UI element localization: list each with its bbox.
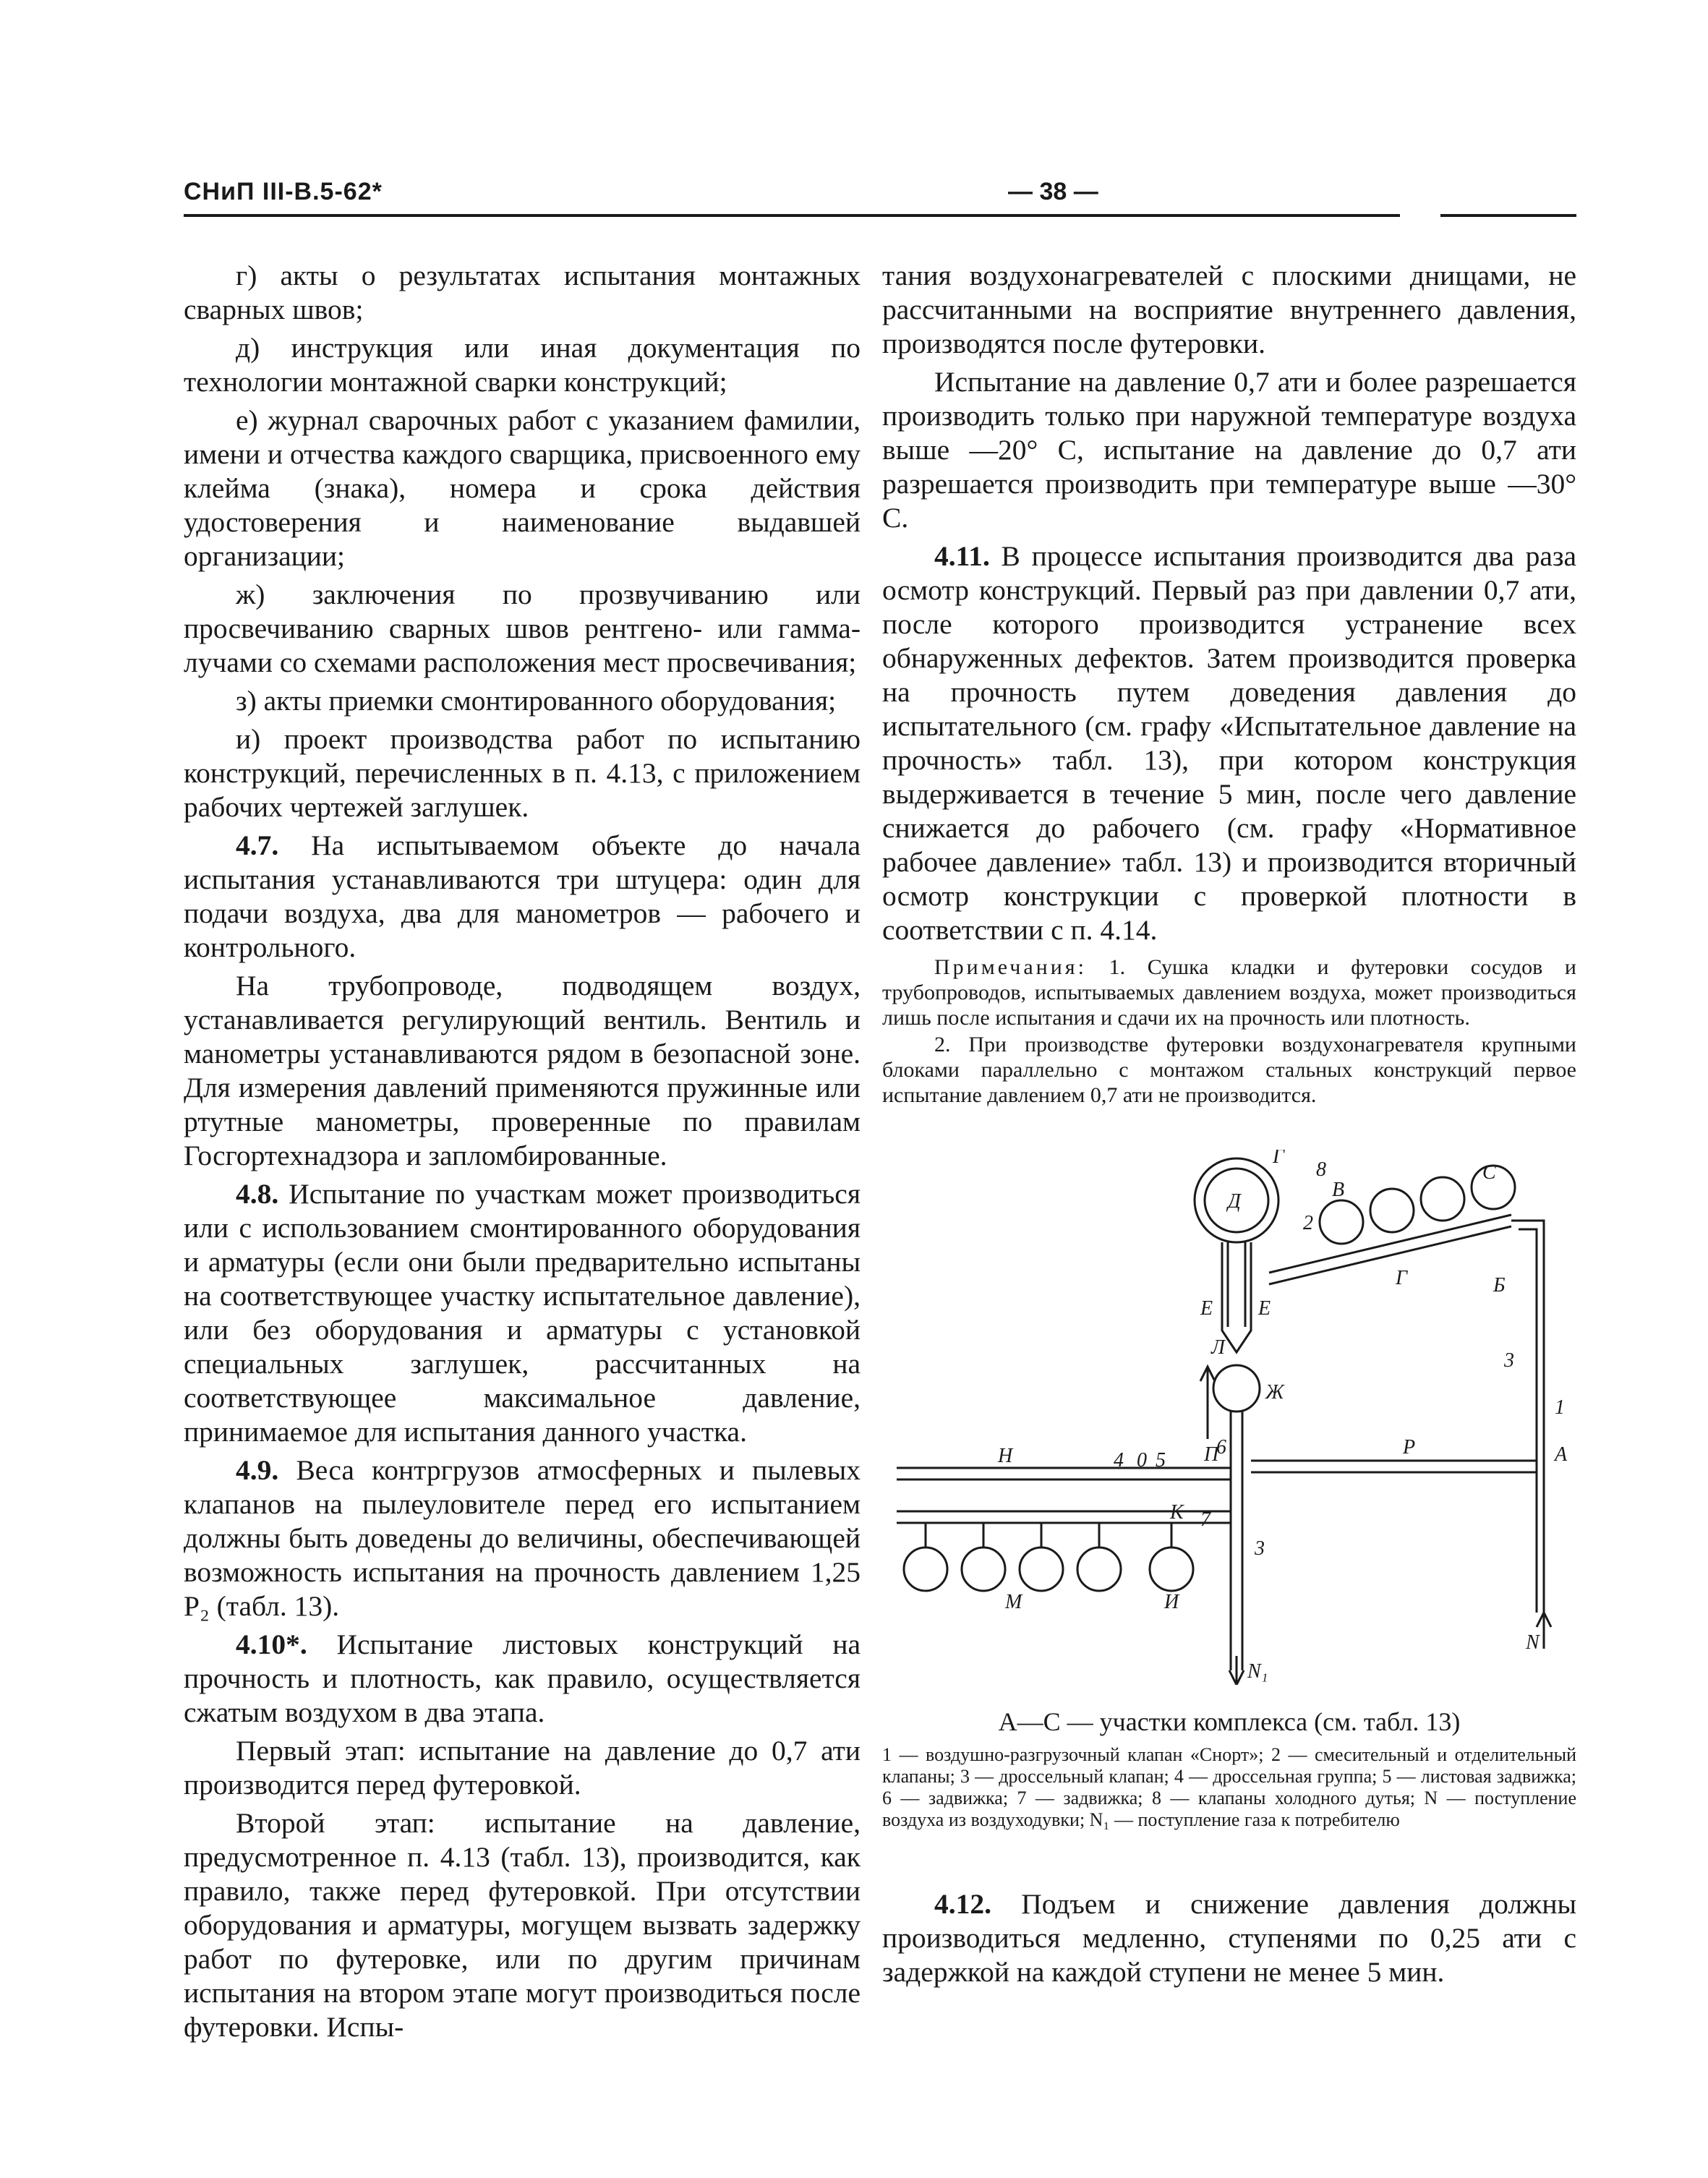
page-header (184, 174, 1576, 224)
zh-circle (1213, 1365, 1260, 1412)
paragraph-4-12: 4.12. Подъем и снижение давления должны производиться медленно, ступенями по 0,25 ати с задержкой на каждой ступени не менее 5 мин. (882, 1888, 1577, 1988)
diagram-label: Б (1493, 1274, 1506, 1297)
diagram-label: 0 (1137, 1449, 1147, 1472)
diagram-label: М (1005, 1591, 1022, 1613)
paragraph-4-8: 4.8. Испытание по участкам может производиться или с использованием смонтированного оборудования и арматуры (если они были предварительно испытаны на соответствующее участку испытательное давление), или без оборудования и арматуры с установкой специальных заглушек, рассчитанных на соответствующее максимальное давление, принимаемое для испытания данного участка. (184, 1178, 861, 1448)
paragraph: Второй этап: испытание на давление, предусмотренное п. 4.13 (табл. 13), производится, как правило, также перед футеровкой. При отсутствии оборудования и арматуры, могущем вызвать задержку работ по футеровке, или по другим причинам испытания на втором этапе могут производиться после футеровки. Испы- (184, 1807, 861, 2043)
diagram-label: Н (998, 1445, 1013, 1467)
paragraph: ж) заключения по прозвучиванию или просвечиванию сварных швов рентгено- или гамма-лучами со схемами расположения мест просвечивания; (184, 578, 861, 678)
diagram-label: С (1482, 1161, 1496, 1184)
schematic-diagram (882, 1150, 1576, 1685)
right-column (882, 259, 1576, 1109)
pipe-r (1251, 1461, 1537, 1472)
diagram-label: N₁ (1247, 1660, 1268, 1683)
paragraph-continuation: тания воздухонагревателей с плоскими днищами, не рассчитанными на восприятие внутреннего давления, производятся после футеровки. (882, 260, 1576, 359)
pipe-a (1511, 1221, 1544, 1613)
diagram-label: К (1170, 1501, 1184, 1524)
paragraph-4-10: 4.10*. Испытание листовых конструкций на прочность и плотность, как правило, осуществляется сжатым воздухом в два этапа. (184, 1628, 861, 1728)
paragraph: е) журнал сварочных работ с указанием фамилии, имени и отчества каждого сварщика, присвоенного ему клейма (знака), номера и срока действия удостоверения и наименование выдавшей организации; (184, 404, 861, 572)
diagram-label: И (1164, 1591, 1179, 1613)
diagram-label: Л (1211, 1336, 1225, 1359)
diagram-label: Е (1200, 1297, 1213, 1320)
paragraph: и) проект производства работ по испытанию конструкций, перечисленных в п. 4.13, с приложением рабочих чертежей заглушек. (184, 723, 861, 823)
paragraph: Первый этап: испытание на давление до 0,7 ати производится перед футеровкой. (184, 1735, 861, 1801)
diagram-label: А (1555, 1443, 1568, 1466)
left-column (184, 259, 861, 2049)
diagram-label: 7 (1200, 1508, 1210, 1531)
diagram-label: 8 (1316, 1158, 1326, 1181)
note-1: Примечания: 1. Сушка кладки и футеровки сосудов и трубопроводов, испытываемых давлением воздуха, может производиться лишь после испытания и сдачи их на прочность или плотность. (882, 955, 1576, 1030)
paragraph-4-11: 4.11. В процессе испытания производится два раза осмотр конструкций. Первый раз при давлении 0,7 ати, после которого производится устранение всех обнаруженных дефектов. Затем производится проверка на прочность путем доведения давления до испытательного (см. графу «Испытательное давление на прочность» табл. 13), при котором конструкция выдерживается в течение 5 мин, после чего давление снижается до рабочего (см. графу «Нормативное рабочее давление» табл. 13) и производится вторичный осмотр конструкции с проверкой плотности в соответствии с п. 4.14. (882, 540, 1576, 946)
document-code: СНиП III-В.5-62* (184, 178, 383, 205)
text-after-figure (882, 1887, 1576, 1989)
diagram-label: Г (1273, 1150, 1284, 1168)
diagram-label: 3 (1504, 1349, 1514, 1372)
diagram-label: Д (1228, 1190, 1241, 1213)
pipe-h (897, 1468, 1231, 1479)
diagram-label: П (1204, 1443, 1219, 1466)
notes (882, 955, 1576, 1108)
diagram-label: 3 (1255, 1537, 1265, 1560)
figure-legend: 1 — воздушно-разгрузочный клапан «Снорт»; 2 — смесительный и отделительный клапаны; 3 — дроссельный клапан; 4 — дроссельная группа; 5 — листовая задвижка; 6 — задвижка; 7 — задвижка; 8 — клапаны холодного дутья; N — поступление воздуха из воздуходувки; N₁ — поступление газа к потребителю (882, 1744, 1576, 1830)
diagram-label: 2 (1303, 1212, 1313, 1234)
diagram-label: Ж (1265, 1381, 1284, 1404)
header-rule-short (1440, 214, 1576, 217)
diagram-label: Р (1403, 1436, 1416, 1459)
header-rule (184, 214, 1400, 217)
paragraph: Испытание на давление 0,7 ати и более разрешается производить только при наружной температуре воздуха выше —20° С, испытание на давление до 0,7 ати разрешается производить при температуре выше —30° С. (882, 366, 1576, 534)
paragraph: з) акты приемки смонтированного оборудования; (236, 685, 837, 717)
diagram-label: 4 (1114, 1449, 1124, 1472)
notes-heading: Примечания: (934, 955, 1087, 979)
paragraph: г) акты о результатах испытания монтажных сварных швов; (184, 260, 861, 325)
paragraph-4-7: 4.7. На испытываемом объекте до начала испытания устанавливаются три штуцера: один для подачи воздуха, два для манометров — рабочего и контрольного. (184, 829, 861, 963)
diagram-label: В (1332, 1179, 1345, 1201)
arrow-up (1200, 1367, 1215, 1439)
diagram-label: 5 (1156, 1449, 1166, 1472)
figure-caption: А—С — участки комплекса (см. табл. 13) (998, 1707, 1461, 1736)
diagram-label: Е (1258, 1297, 1271, 1320)
stove-body (1222, 1242, 1251, 1352)
diagram-label: 1 (1555, 1396, 1565, 1419)
vertical-pipe (1231, 1410, 1242, 1670)
diagram-label: N (1526, 1631, 1540, 1654)
diagram-label: Г (1396, 1267, 1407, 1289)
paragraph: д) инструкция или иная документация по технологии монтажной сварки конструкций; (184, 332, 861, 398)
diagram-label: 6 (1216, 1436, 1226, 1459)
paragraph: На трубопроводе, подводящем воздух, устанавливается регулирующий вентиль. Вентиль и манометры устанавливаются рядом в безопасной зоне. Для измерения давлений применяются пружинные или ртутные манометры, проверенные по правилам Госгортехнадзора и запломбированные. (184, 970, 861, 1171)
paragraph-4-9: 4.9. Веса контргрузов атмосферных и пылевых клапанов на пылеуловителе перед его испытанием должны быть доведены до величины, обеспечивающей возможность испытания на прочность давлением 1,25 P₂ (табл. 13). (184, 1454, 861, 1622)
page-number: — 38 — (1008, 178, 1098, 205)
schematic-svg (882, 1150, 1576, 1685)
note-2: 2. При производстве футеровки воздухонагревателя крупными блоками параллельно с монтажом стальных конструкций первое испытание давлением 0,7 ати не производится. (882, 1033, 1576, 1107)
